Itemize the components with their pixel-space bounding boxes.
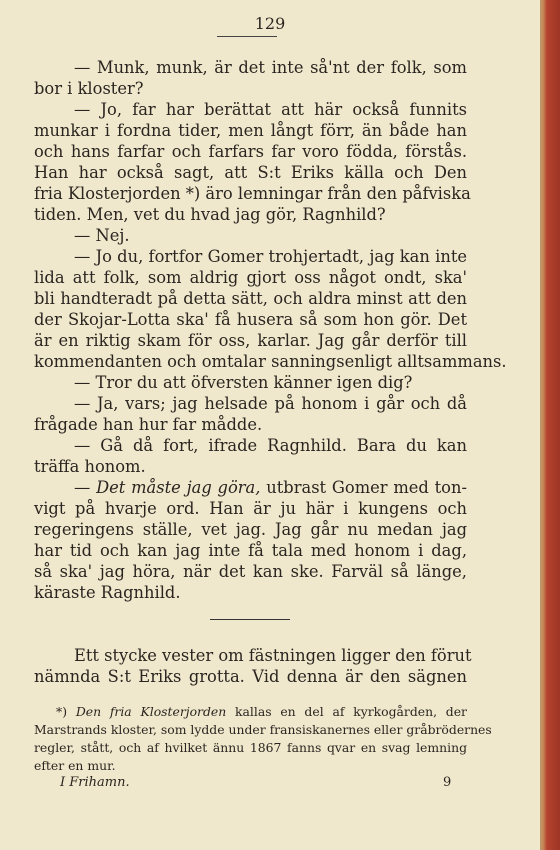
- text-line-13: [34, 309, 467, 330]
- page-number: 129: [254, 14, 286, 33]
- footnote-line-2: [34, 721, 492, 739]
- text-line-9: [74, 225, 467, 246]
- text-run: *): [56, 704, 76, 719]
- text-line-3: [74, 99, 467, 120]
- text-line-11: [34, 267, 467, 288]
- text-line-4: [34, 120, 467, 141]
- text-run: vigt på hvarje ord. Han är ju här i kungens och: [34, 499, 467, 518]
- text-line-16: [74, 372, 467, 393]
- text-line-21: [74, 477, 467, 498]
- text-line-24: [34, 540, 467, 561]
- text-run: nämnda S:t Eriks grotta. Vid denna är den sägnen: [34, 667, 467, 686]
- text-run: frågade han hur far mådde.: [34, 415, 263, 434]
- text-run: —: [74, 478, 97, 497]
- text-run: — Munk, munk, är det inte så'nt der folk, som: [74, 58, 467, 77]
- text-line-25: [34, 561, 467, 582]
- text-line-6: [34, 162, 467, 183]
- text-line-27: [74, 645, 472, 666]
- footnote-line-4: [34, 757, 467, 775]
- text-line-10: [74, 246, 467, 267]
- footnote-line-1: [56, 703, 467, 721]
- signature-number: 9: [443, 775, 452, 790]
- italic-text: Den fria Klosterjorden: [75, 704, 227, 719]
- signature-mark: I Frihamn.: [60, 775, 130, 790]
- text-run: träffa honom.: [34, 457, 146, 476]
- text-run: — Ja, vars; jag helsade på honom i går och då: [74, 394, 467, 413]
- text-line-19: [74, 435, 467, 456]
- text-line-8: [34, 204, 467, 225]
- text-run: och hans farfar och farfars far voro födda, förstås.: [34, 142, 467, 161]
- header-rule: [217, 36, 277, 37]
- italic-text: Det måste jag göra,: [96, 478, 261, 497]
- text-line-20: [34, 456, 467, 477]
- book-binding-edge: [540, 0, 560, 850]
- text-run: regeringens ställe, vet jag. Jag går nu medan jag: [34, 520, 467, 539]
- text-run: munkar i fordna tider, men långt förr, än både han: [34, 121, 467, 140]
- text-run: kommendanten och omtalar sanningsenligt alltsammans.: [34, 352, 507, 371]
- text-line-26: [34, 582, 467, 603]
- text-line-18: [34, 414, 467, 435]
- text-run: har tid och kan jag inte få tala med honom i dag,: [34, 541, 467, 560]
- text-run: Ett stycke vester om fästningen ligger den förut: [74, 646, 472, 665]
- footnote-line-3: [34, 739, 467, 757]
- text-run: lida att folk, som aldrig gjort oss något ondt, ska': [34, 268, 467, 287]
- text-line-22: [34, 498, 467, 519]
- text-line-12: [34, 288, 467, 309]
- text-line-28: [34, 666, 467, 687]
- text-run: tiden. Men, vet du hvad jag gör, Ragnhild?: [34, 205, 386, 224]
- text-line-2: [34, 78, 467, 99]
- text-line-17: [74, 393, 467, 414]
- text-run: — Jo du, fortfor Gomer trohjertadt, jag kan inte: [74, 247, 467, 266]
- text-run: käraste Ragnhild.: [34, 583, 181, 602]
- text-run: Marstrands kloster, som lydde under fransiskanernes eller gråbrödernes: [34, 722, 492, 737]
- text-run: bli handteradt på detta sätt, och aldra minst att den: [34, 289, 467, 308]
- text-run: — Jo, far har berättat att här också funnits: [74, 100, 467, 119]
- text-run: Han har också sagt, att S:t Eriks källa och Den: [34, 163, 467, 182]
- text-run: regler, stått, och af hvilket ännu 1867 fanns qvar en svag lemning: [34, 740, 467, 755]
- text-line-5: [34, 141, 467, 162]
- text-run: — Gå då fort, ifrade Ragnhild. Bara du kan: [74, 436, 467, 455]
- text-run: — Nej.: [74, 226, 130, 245]
- text-run: efter en mur.: [34, 758, 116, 773]
- text-line-1: [74, 57, 467, 78]
- text-line-15: [34, 351, 507, 372]
- text-run: bor i kloster?: [34, 79, 144, 98]
- text-run: der Skojar-Lotta ska' få husera så som hon gör. Det: [34, 310, 467, 329]
- section-divider: [210, 619, 290, 620]
- text-run: fria Klosterjorden *) äro lemningar från den påfviska: [34, 184, 471, 203]
- text-line-14: [34, 330, 467, 351]
- text-run: utbrast Gomer med ton-: [260, 478, 467, 497]
- text-line-7: [34, 183, 471, 204]
- text-line-23: [34, 519, 467, 540]
- text-run: kallas en del af kyrkogården, der: [226, 704, 467, 719]
- text-run: — Tror du att öfversten känner igen dig?: [74, 373, 413, 392]
- text-run: är en riktig skam för oss, karlar. Jag går derför till: [34, 331, 467, 350]
- text-run: så ska' jag höra, när det kan ske. Farväl så länge,: [34, 562, 467, 581]
